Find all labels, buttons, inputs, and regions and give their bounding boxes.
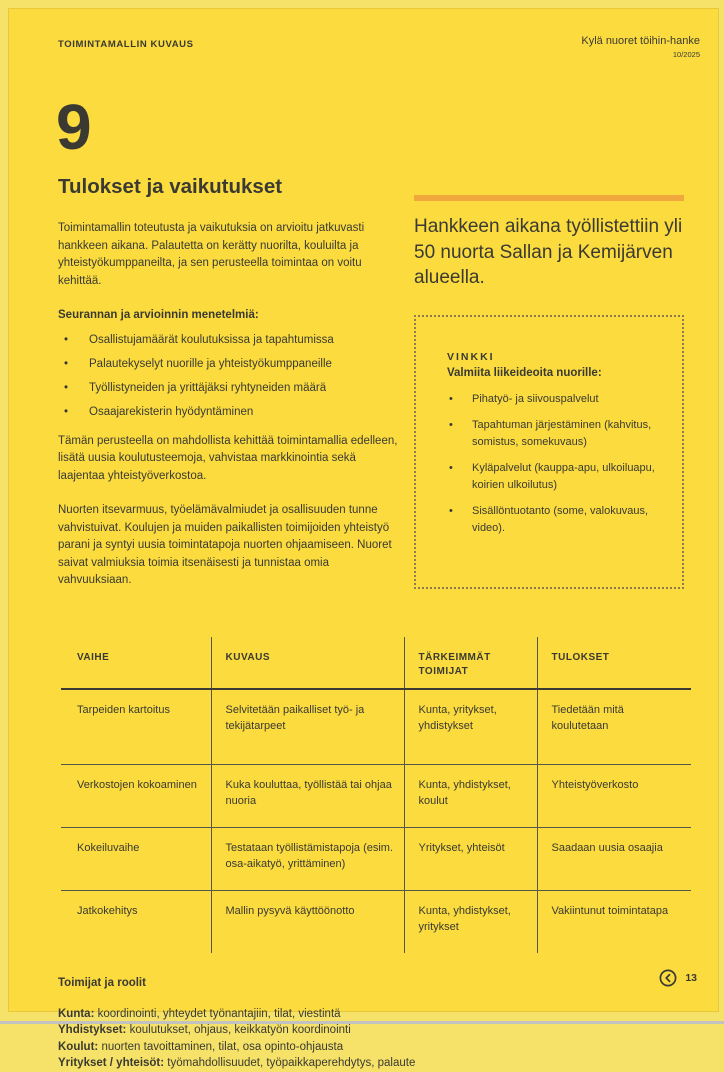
roles-section (58, 977, 718, 1072)
page-number: 13 (685, 972, 697, 984)
roles-heading: Toimijat ja roolit (58, 976, 146, 989)
list-item: • Tapahtuman järjestäminen (kahvitus, somistus, somekuvaus) (447, 417, 666, 451)
table-cell: Tarpeiden kartoitus (61, 689, 211, 765)
table-cell: Kunta, yritykset, yhdistykset (404, 689, 537, 765)
column-header: VAIHE (61, 637, 211, 689)
list-item: • Työllistyneiden ja yrittäjäksi ryhtyneiden määrä (58, 380, 405, 397)
list-item: • Pihatyö- ja siivouspalvelut (447, 391, 666, 408)
phases-table (61, 637, 691, 953)
page-title: Tulokset ja vaikutukset (58, 175, 283, 198)
list-item: • Kyläpalvelut (kauppa-apu, ulkoiluapu, koirien ulkoilutus) (447, 460, 666, 494)
table-header-row (61, 637, 691, 689)
table-cell: Kunta, yhdistykset, koulut (404, 764, 537, 827)
table-cell: Yhteistyöverkosto (537, 764, 691, 827)
role-term: Koulut: (58, 1040, 99, 1053)
role-line (58, 1039, 718, 1056)
role-term: Yritykset / yhteisöt: (58, 1057, 165, 1069)
page-header (9, 9, 718, 59)
table-cell: Tiedetään mitä koulutetaan (537, 689, 691, 765)
table-cell: Kokeiluvaihe (61, 827, 211, 890)
table-cell: Testataan työllistämistapoja (esim. osa-aikatyö, yrittäminen) (211, 827, 404, 890)
table-row (61, 827, 691, 890)
role-term: Yhdistykset: (58, 1024, 127, 1036)
header-right (581, 35, 700, 59)
tip-list (447, 391, 666, 537)
table-cell: Mallin pysyvä käyttöönotto (211, 890, 404, 953)
content-columns (58, 175, 718, 607)
role-desc: työmahdollisuudet, työpaikkaperehdytys, palaute (167, 1057, 416, 1069)
tip-box (414, 315, 684, 589)
table-cell: Kunta, yhdistykset, yritykset (404, 890, 537, 953)
intro-paragraph: Toimintamallin toteutusta ja vaikutuksia on arvioitu jatkuvasti hankkeen aikana. Palautetta on kerätty nuorilta, kouluilta ja yhteistyökumppaneilta, ja sen perusteella toimintaa on voitu kehittää. (58, 222, 365, 287)
highlight-statement: Hankkeen aikana työllistettiin yli 50 nuorta Sallan ja Kemijärven alueella. (414, 216, 683, 288)
chapter-number: 9 (56, 91, 91, 163)
methods-list (58, 332, 405, 421)
development-paragraph: Tämän perusteella on mahdollista kehittää toimintamallia edelleen, lisätä uusia koulutusteemoja, vahvistaa markkinointia sekä laajentaa yhteistyöverkostoa. (58, 434, 398, 482)
methods-heading: Seurannan ja arvioinnin menetelmiä: (58, 309, 259, 321)
tip-box-label: VINKKI (447, 350, 495, 363)
table-cell: Vakiintunut toimintatapa (537, 890, 691, 953)
project-title: Kylä nuoret töihin-hanke (581, 35, 700, 47)
list-item: • Osaajarekisterin hyödyntäminen (58, 404, 405, 421)
accent-bar (414, 195, 684, 201)
role-line (58, 1055, 718, 1072)
table-row (61, 764, 691, 827)
table-cell: Jatkokehitys (77, 904, 138, 917)
role-line (58, 1022, 718, 1039)
role-desc: koordinointi, yhteydet työnantajiin, tilat, viestintä (97, 1007, 341, 1020)
chevron-left-circle-icon[interactable] (659, 969, 677, 987)
table-cell: Yritykset, yhteisöt (404, 827, 537, 890)
right-column (414, 175, 684, 607)
role-desc: koulutukset, ohjaus, keikkatyön koordinointi (129, 1024, 351, 1036)
table-cell: Verkostojen kokoaminen (61, 764, 211, 827)
list-item: • Sisällöntuotanto (some, valokuvaus, video). (447, 503, 666, 537)
table-cell: Saadaan uusia osaajia (537, 827, 691, 890)
table-row (61, 890, 691, 953)
list-item: • Palautekyselyt nuorille ja yhteistyökumppaneille (58, 356, 405, 373)
document-page (8, 8, 719, 1069)
column-header: KUVAUS (211, 637, 404, 689)
column-header: TÄRKEIMMÄT TOIMIJAT (404, 637, 537, 689)
table-row (61, 689, 691, 765)
column-header: TULOKSET (537, 637, 691, 689)
impact-paragraph: Nuorten itsevarmuus, työelämävalmiudet ja osallisuuden tunne vahvistuivat. Koulujen ja muiden paikallisten toimijoiden yhteistyö parani ja syntyi uusia toimintatapoja nuorten ohjaamiseen. Nuoret saivat valmiuksia toimia itsenäisesti ja tunnistaa omia vahvuuksiaan. (58, 504, 392, 586)
role-line (58, 1006, 718, 1023)
left-column (58, 175, 405, 607)
page-footer (659, 969, 697, 987)
section-label: TOIMINTAMALLIN KUVAUS (58, 39, 194, 50)
role-term: Kunta: (58, 1007, 95, 1020)
role-desc: nuorten tavoittaminen, tilat, osa opinto-ohjausta (101, 1040, 344, 1053)
list-item: • Osallistujamäärät koulutuksissa ja tapahtumissa (58, 332, 405, 349)
header-date: 10/2025 (672, 50, 700, 59)
table-cell: Kuka kouluttaa, työllistää tai ohjaa nuoria (211, 764, 404, 827)
table-cell: Selvitetään paikalliset työ- ja tekijätarpeet (211, 689, 404, 765)
tip-box-heading: Valmiita liikeideoita nuorille: (447, 366, 602, 379)
